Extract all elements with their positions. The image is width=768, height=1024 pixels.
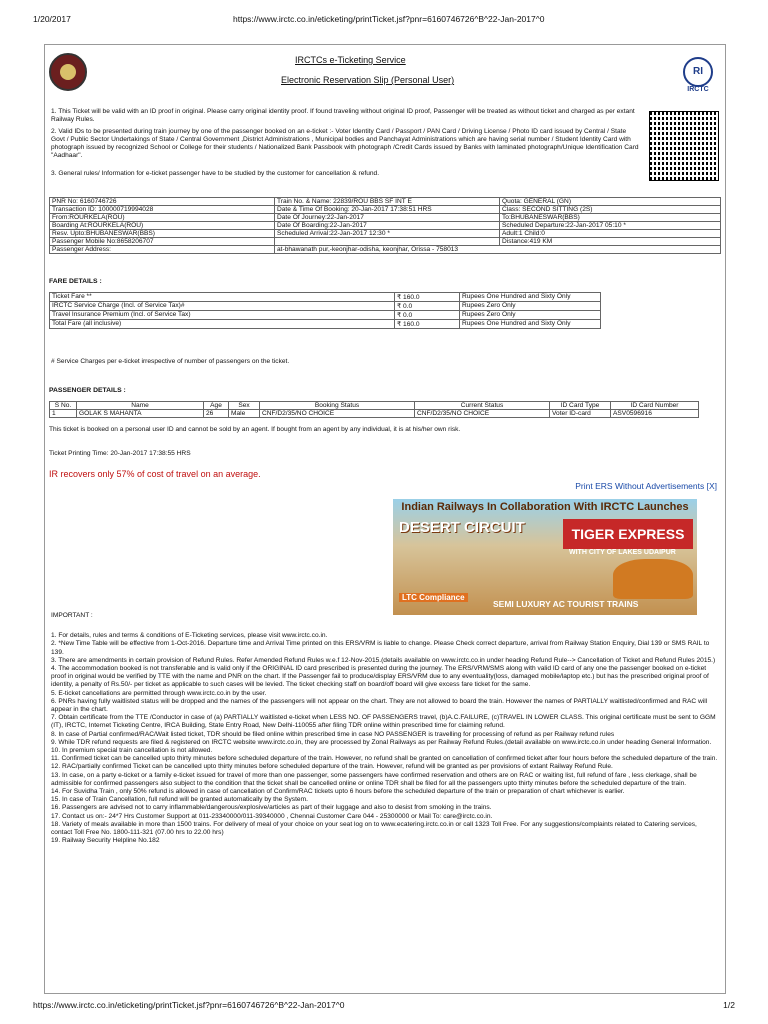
boarding-date: Date Of Boarding:22-Jan-2017: [275, 222, 500, 230]
ad-tiger-express: TIGER EXPRESS: [563, 519, 693, 549]
fare-label: Ticket Fare **: [50, 293, 395, 302]
note-3: 3. General rules/ Information for e-ticket passenger have to be studied by the customer for cancellation & refund.: [51, 170, 380, 177]
service-title: IRCTCs e-Ticketing Service: [295, 55, 406, 65]
recover-note: IR recovers only 57% of cost of travel on an average.: [49, 469, 261, 479]
booking-time: Date & Time Of Booking: 20-Jan-2017 17:38:51 HRS: [275, 206, 500, 214]
to: To:BHUBANESWAR(BBS): [500, 214, 721, 222]
resv-upto: Resv. Upto:BHUBANESWAR(BBS): [50, 230, 275, 238]
arrival: Scheduled Arrival:22-Jan-2017 12:30 *: [275, 230, 500, 238]
ad-desert-circuit: DESERT CIRCUIT: [399, 519, 525, 536]
fare-amount: ₹ 0.0: [395, 311, 460, 320]
table-row: [50, 206, 721, 214]
table-row: [50, 214, 721, 222]
col-name: Name: [77, 402, 204, 410]
footer-url: https://www.irctc.co.in/eticketing/printTicket.jsf?pnr=6160746726^B^22-Jan-2017^0: [33, 1000, 345, 1010]
col-id-type: ID Card Type: [550, 402, 611, 410]
important-item: 10. In premium special train cancellation is not allowed.: [51, 747, 213, 755]
note-2: 2. Valid IDs to be presented during train journey by one of the passenger booked on an e-ticket :- Voter Identity Card / Passport / PAN Card / Driving License / Photo ID card issued by Central / State Govt / Public Sector Undertakings of State / Central Government ,District Administrations , Municipal bodies and Panchayat Administrations which are having serial number / Student Identity Card with photograph issued by recognized School or College for their students / Nationalized Bank Passbook with photograph /Credit Cards issued by Banks with laminated photograph/Unique Identification Card "Aadhaar".: [51, 128, 639, 159]
important-item: 3. There are amendments in certain provision of Refund Rules. Refer Amended Refund Rules w.e.f 12-Nov-2015.(details available on www.irctc.co.in under heading Refund Rule--> Cancellation of Ticket and Refund Rules 2015.): [51, 656, 716, 664]
cell: CNF/D2/35/NO CHOICE: [260, 410, 415, 418]
qr-code-icon: [649, 111, 719, 181]
important-item: 7. Obtain certificate from the TTE /Conductor in case of (a) PARTIALLY waitlisted e-ticket when LESS NO. OF PASSENGERS travel, (b)A.C.FAILURE, (c)TRAVEL IN LOWER CLASS. This original certificate must be sent to GGM (IT), IRCTC, Internet Ticketing Centre, IRCA Building, State Entry Road, New Delhi-110055 after filing TDR online within prescribed time for claiming refund.: [51, 714, 716, 730]
col-booking-status: Booking Status: [260, 402, 415, 410]
important-item: 9. While TDR refund requests are filed & registered on IRCTC website www.irctc.co.in, they are processed by Zonal Railways as per Railway Refund Rules.(detail available on www.irctc.co.in under heading General Information.: [51, 738, 712, 746]
print-time: Ticket Printing Time: 20-Jan-2017 17:38:55 HRS: [49, 450, 191, 457]
from: From:ROURKELA(ROU): [50, 214, 275, 222]
page-number: 1/2: [723, 1000, 735, 1010]
print-url: https://www.irctc.co.in/eticketing/printTicket.jsf?pnr=6160746726^B^22-Jan-2017^0: [233, 14, 545, 24]
service-charge-note: # Service Charges per e-ticket irrespective of number of passengers on the ticket.: [51, 358, 290, 365]
table-row: [50, 246, 721, 254]
col-sno: S No.: [50, 402, 77, 410]
important-item: 12. RAC/partially confirmed Ticket can be cancelled upto thirty minutes before scheduled departure of the train. However, refund will be granted as per provisions of extant Railway Refund Rule.: [51, 763, 613, 771]
important-item: 4. The accommodation booked is not transferable and is valid only if the ORIGINAL ID card prescribed is presented during the journey. The ERS/VRM/SMS along with valid ID card of any one the passenger booked on e-ticket proof in original would be verified by TTE with the name and PNR on the chart. If the Passenger fail to produce/display ERS/VRM due to any eventuality(loss, damaged mobile/laptop etc.) but has the prescribed original proof of identity, a penalty of Rs.50/- per ticket as applicable to such cases will be levied. The ticket checking staff on board/off board will give excess fare ticket for the same.: [51, 665, 709, 689]
important-item: 16. Passengers are advised not to carry inflammable/dangerous/explosive/articles as part of their luggage and also to desist from smoking in the trains.: [51, 804, 492, 812]
agent-note: This ticket is booked on a personal user ID and cannot be sold by an agent. If bought from an agent by any individual, it is at his/her own risk.: [49, 426, 461, 433]
ticket-page: [44, 44, 726, 994]
journey-table: [49, 197, 721, 254]
table-row: [50, 320, 601, 329]
address-value: at-bhawanath pur,-keonjhar-odisha, keonjhar, Orissa - 758013: [275, 246, 721, 254]
table-row: [50, 230, 721, 238]
pnr: PNR No: 6160746726: [50, 198, 275, 206]
fare-table: [49, 292, 601, 329]
fare-words: Rupees Zero Only: [460, 311, 601, 320]
print-without-ads-link[interactable]: Print ERS Without Advertisements [X]: [575, 481, 717, 491]
ad-ltc: LTC Compliance: [399, 593, 468, 602]
col-current-status: Current Status: [415, 402, 550, 410]
irctc-logo-text: IRCTC: [687, 86, 709, 93]
important-item: 19. Railway Security Helpline No.182: [51, 837, 160, 845]
irctc-logo-mark: RI: [683, 57, 713, 87]
important-item: 6. PNRs having fully waitlisted status will be dropped and the names of the passengers will not appear on the chart. They are not allowed to board the train. However the names of PARTIALLY waitlisted/confirmed and RAC will appear in the chart.: [51, 697, 708, 714]
fare-heading: FARE DETAILS :: [49, 278, 102, 285]
col-age: Age: [204, 402, 229, 410]
note-1: 1. This Ticket will be valid with an ID proof in original. Please carry original identity proof. If found traveling without original ID proof, Passenger will be treated as without ticket and charged as per extant Railway Rules.: [51, 108, 635, 123]
advertisement-banner[interactable]: [393, 499, 697, 615]
table-row: [50, 302, 601, 311]
boarding-at: Boarding At:ROURKELA(ROU): [50, 222, 275, 230]
journey-date: Date Of Journey:22-Jan-2017: [275, 214, 500, 222]
important-item: 5. E-ticket cancellations are permitted through www.irctc.co.in by the user.: [51, 689, 267, 697]
col-id-number: ID Card Number: [611, 402, 699, 410]
ad-headline: Indian Railways In Collaboration With IRCTC Launches: [401, 501, 689, 513]
table-row: [50, 410, 699, 418]
mobile: Passenger Mobile No:8658206707: [50, 238, 275, 246]
cell: CNF/D2/35/NO CHOICE: [415, 410, 550, 418]
cell: Male: [229, 410, 260, 418]
indian-railways-logo-icon: [49, 53, 87, 91]
fare-amount: ₹ 0.0: [395, 302, 460, 311]
slip-title: Electronic Reservation Slip (Personal User): [281, 75, 455, 85]
transaction-id: Transaction ID: 100000719994028: [50, 206, 275, 214]
table-row: [50, 293, 601, 302]
important-item: 8. In case of Partial confirmed/RAC/Wait listed ticket, TDR should be filed online within prescribed time in case NO PASSENGER is travelling for processing of refund as per Railway refund rules: [51, 730, 615, 738]
important-item: 15. In case of Train Cancellation, full refund will be granted automatically by the System.: [51, 796, 308, 804]
cell: GOLAK S MAHANTA: [77, 410, 204, 418]
table-row: [50, 198, 721, 206]
fare-words: Rupees One Hundred and Sixty Only: [460, 320, 601, 329]
fare-words: Rupees One Hundred and Sixty Only: [460, 293, 601, 302]
address-label: Passenger Address:: [50, 246, 275, 254]
irctc-logo-icon: [679, 57, 717, 93]
passenger-table: [49, 401, 699, 418]
fare-label: IRCTC Service Charge (Incl. of Service Tax)#: [50, 302, 395, 311]
cell: 26: [204, 410, 229, 418]
fare-amount: ₹ 160.0: [395, 320, 460, 329]
fare-amount: ₹ 160.0: [395, 293, 460, 302]
fare-label: Travel Insurance Premium (Incl. of Service Tax): [50, 311, 395, 320]
important-heading: IMPORTANT :: [51, 612, 93, 619]
tiger-icon: [613, 559, 693, 599]
cell: 1: [50, 410, 77, 418]
important-section: [51, 612, 719, 845]
cell: ASV0596916: [611, 410, 699, 418]
departure: Scheduled Departure:22-Jan-2017 05:10 *: [500, 222, 721, 230]
empty-cell: [275, 238, 500, 246]
important-item: 14. For Suvidha Train , only 50% refund is allowed in case of cancellation of Confirm/RAC tickets upto 6 hours before the scheduled departure of the train or preparation of chart whichever is earlier.: [51, 788, 625, 796]
important-item: 11. Confirmed ticket can be cancelled upto thirty minutes before scheduled departure of the train. However, no refund shall be granted on cancellation of confirmed ticket after four hours before the scheduled departure of the train.: [51, 755, 718, 763]
ad-tagline: SEMI LUXURY AC TOURIST TRAINS: [493, 599, 639, 609]
passenger-heading: PASSENGER DETAILS :: [49, 387, 126, 394]
table-row: [50, 238, 721, 246]
class: Class: SECOND SITTING (2S): [500, 206, 721, 214]
quota: Quota: GENERAL (GN): [500, 198, 721, 206]
table-row: [50, 222, 721, 230]
ad-subtitle: WITH CITY OF LAKES UDAIPUR: [569, 549, 676, 556]
table-header-row: [50, 402, 699, 410]
train: Train No. & Name: 22839/ROU BBS SF INT E: [275, 198, 500, 206]
fare-label: Total Fare (all inclusive): [50, 320, 395, 329]
distance: Distance:419 KM: [500, 238, 721, 246]
table-row: [50, 311, 601, 320]
browser-footer: [33, 1000, 735, 1010]
cell: Voter ID-card: [550, 410, 611, 418]
important-item: 17. Contact us on:- 24*7 Hrs Customer Support at 011-23340000/011-39340000 , Chennai Customer Care 044 - 25300000 or Mail To: care@irctc.co.in.: [51, 812, 493, 820]
important-item: 1. For details, rules and terms & conditions of E-Ticketing services, please visit www.irctc.co.in.: [51, 632, 328, 640]
adult-child: Adult:1 Child:0: [500, 230, 721, 238]
important-item: 2. *New Time Table will be effective from 1-Oct-2016. Departure time and Arrival Time printed on this ERS/VRM is liable to change. Please Check correct departure, arrival from Railway Station Enquiry, Dial 139 or SMS RAIL to 139.: [51, 640, 710, 656]
col-sex: Sex: [229, 402, 260, 410]
fare-words: Rupees Zero Only: [460, 302, 601, 311]
print-date: 1/20/2017: [33, 14, 71, 24]
important-item: 13. In case, on a party e-ticket or a family e-ticket issued for travel of more than one passenger, some passengers have confirmed reservation and others are on RAC or waiting list, full refund of fare , less clerkage, shall be admissible for confirmed passengers also subject to the condition that the ticket shall be cancelled online or online TDR shall be filed for all the passengers upto thirty minutes before the scheduled departure of the train.: [51, 771, 697, 787]
important-item: 18. Variety of meals available in more than 1500 trains. For delivery of meal of your choice on your seat log on to www.ecatering.irctc.co.in or call 1323 Toll Free. For any suggestions/complaints related to Catering services, contact Toll Free No. 1800-111-321 (07.00 hrs to 22.00 hrs): [51, 820, 697, 837]
